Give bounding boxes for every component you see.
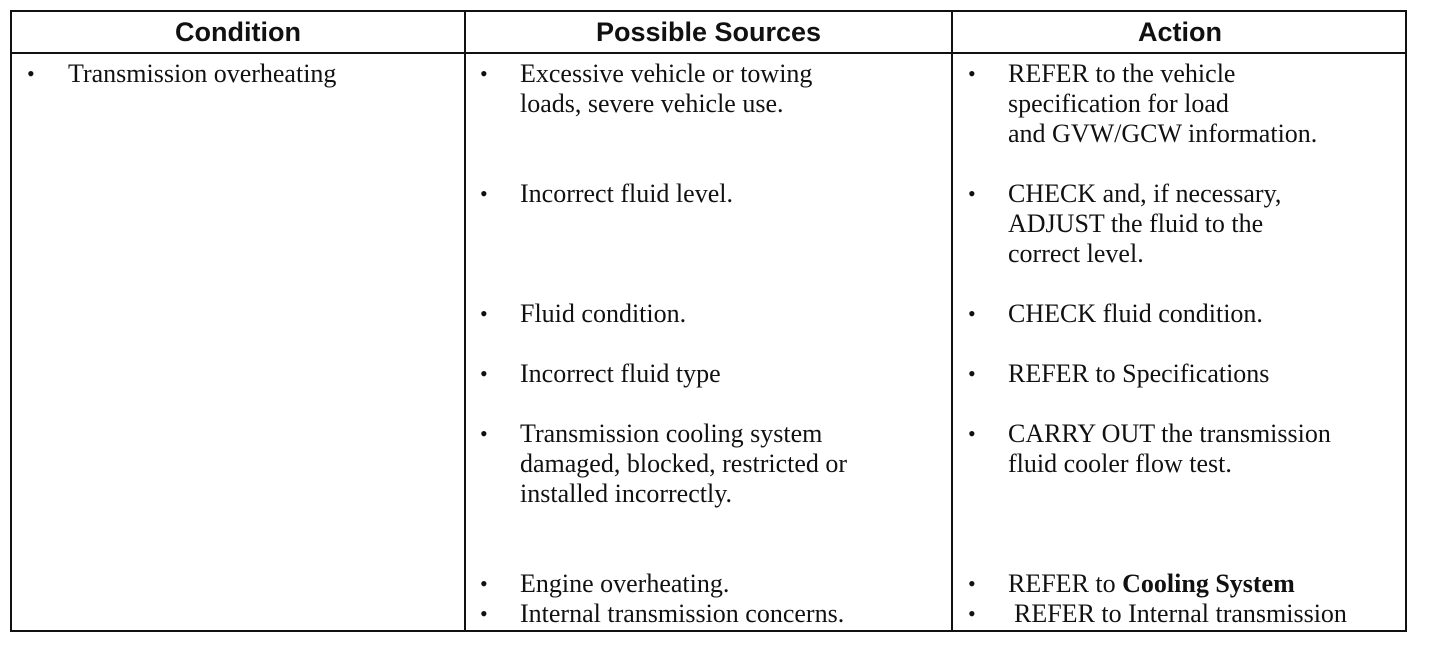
bullet-icon: • [480, 361, 488, 386]
bullet-icon: • [480, 181, 488, 206]
source-line: Internal transmission concerns. [520, 599, 845, 628]
action-line: REFER to Internal transmission [1014, 599, 1347, 628]
action-line: CARRY OUT the transmission [1008, 419, 1331, 448]
action-line: REFER to the vehicle [1008, 59, 1236, 88]
header-possible-sources: Possible Sources [595, 17, 822, 47]
bullet-icon: • [480, 301, 488, 326]
action-line [1008, 569, 1295, 599]
bullet-icon: • [968, 421, 976, 446]
bullet-icon: • [480, 61, 488, 86]
column-divider-1 [464, 12, 466, 630]
bullet-icon: • [480, 601, 488, 626]
header-action: Action [1138, 17, 1222, 47]
source-line: installed incorrectly. [520, 479, 733, 508]
bullet-icon: • [968, 301, 976, 326]
diagnosis-table [10, 10, 1407, 632]
column-divider-2 [951, 12, 953, 630]
source-line: Incorrect fluid level. [520, 179, 733, 208]
bullet-icon: • [968, 571, 976, 596]
action-line: correct level. [1008, 239, 1144, 268]
bullet-icon: • [480, 421, 488, 446]
bullet-icon: • [968, 601, 976, 626]
bullet-icon: • [480, 571, 488, 596]
action-prefix: REFER to [1008, 569, 1123, 598]
action-line: and GVW/GCW information. [1008, 119, 1318, 148]
action-line: CHECK fluid condition. [1008, 299, 1263, 328]
bullet-icon: • [968, 361, 976, 386]
bullet-icon: • [27, 61, 35, 86]
action-bold-reference: Cooling System [1122, 569, 1295, 598]
source-line: Excessive vehicle or towing [520, 59, 813, 88]
source-line: Incorrect fluid type [520, 359, 721, 388]
source-line: damaged, blocked, restricted or [520, 449, 848, 478]
header-condition: Condition [175, 17, 301, 47]
bullet-icon: • [968, 181, 976, 206]
source-line: Fluid condition. [520, 299, 687, 328]
source-line: Transmission cooling system [520, 419, 823, 448]
condition-text: Transmission overheating [68, 59, 337, 88]
source-line: Engine overheating. [520, 569, 730, 598]
action-line: fluid cooler flow test. [1008, 449, 1232, 478]
action-line: ADJUST the fluid to the [1008, 209, 1264, 238]
bullet-icon: • [968, 61, 976, 86]
action-line: REFER to Specifications [1008, 359, 1270, 388]
action-line: CHECK and, if necessary, [1008, 179, 1282, 208]
source-line: loads, severe vehicle use. [520, 89, 784, 118]
action-line: specification for load [1008, 89, 1229, 118]
header-divider [12, 52, 1405, 54]
